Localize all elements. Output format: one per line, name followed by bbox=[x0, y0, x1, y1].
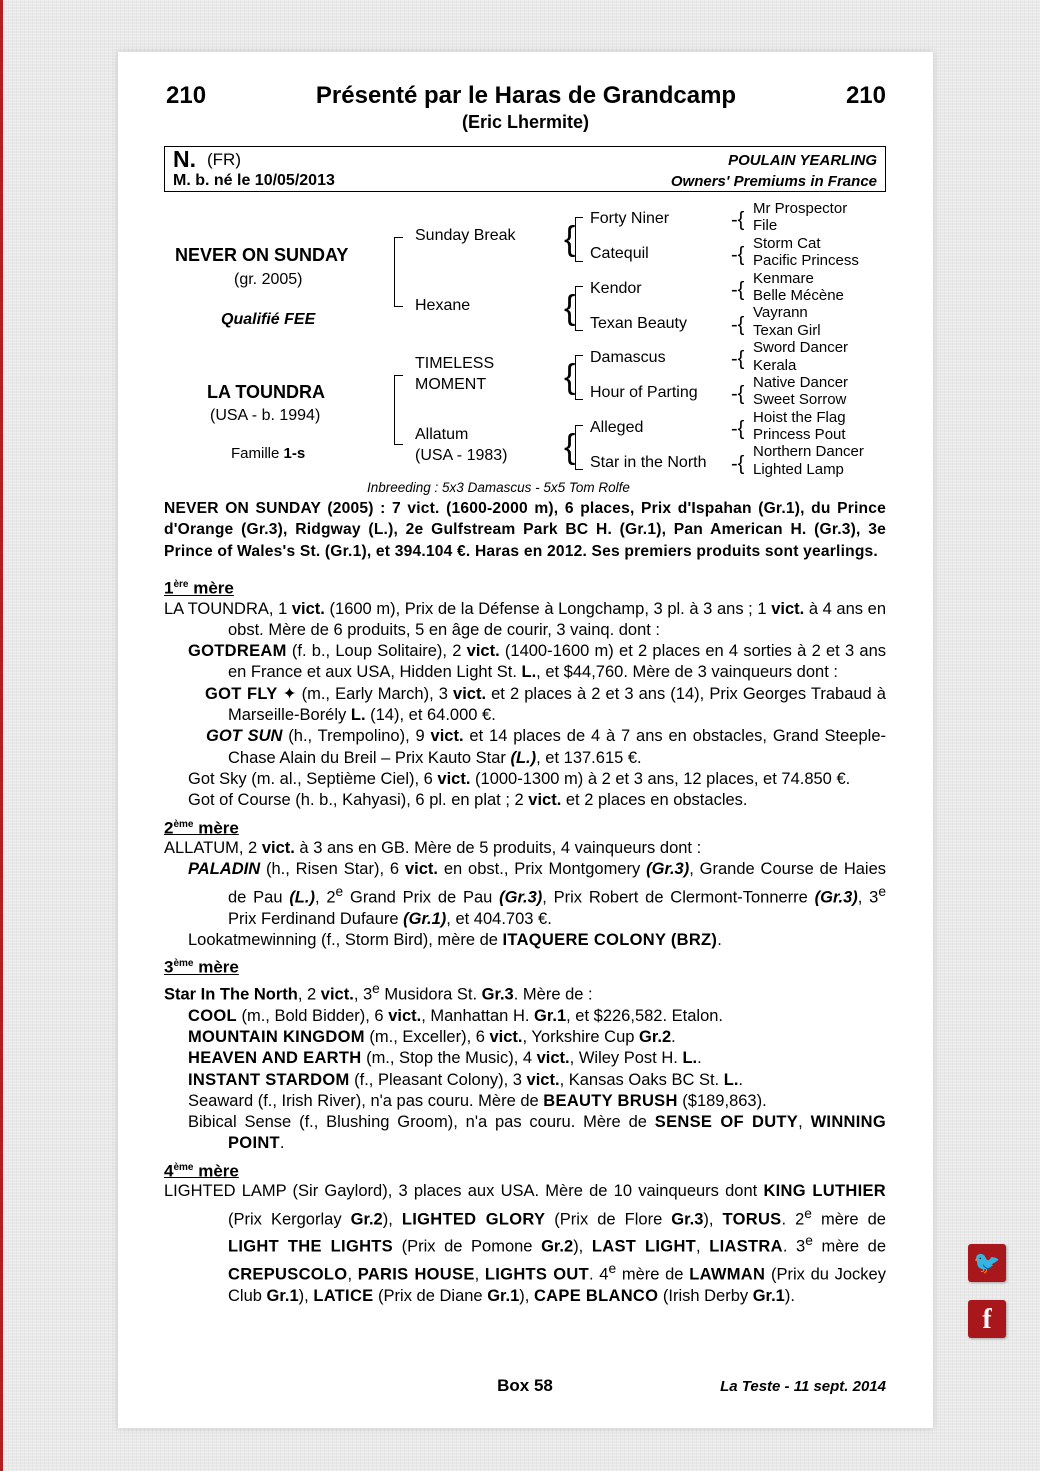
t: , bbox=[696, 1237, 710, 1256]
t: (m., Early March), 3 bbox=[301, 684, 454, 703]
pedigree-gen3-8: Star in the North bbox=[590, 454, 707, 471]
horse-origin: (FR) bbox=[207, 150, 241, 169]
famille-number: 1-s bbox=[283, 445, 306, 462]
t: mère de bbox=[811, 1210, 886, 1229]
t: vict. bbox=[291, 599, 325, 618]
t: , 3 bbox=[857, 888, 879, 907]
consignor-title: Présenté par le Haras de Grandcamp bbox=[315, 82, 737, 109]
t: (Prix de Pomone bbox=[392, 1237, 542, 1256]
t: ), bbox=[573, 1237, 592, 1256]
t: Gr.2 bbox=[639, 1027, 672, 1046]
horse-name: COOL bbox=[188, 1006, 237, 1025]
pedigree-gen4-16: Lighted Lamp bbox=[753, 461, 844, 478]
fourth-dam-text bbox=[164, 1181, 886, 1307]
t: (1400-1600 m) et 2 places en 4 sorties à 2 et 3 ans en France et aux USA, Hidden Light St. bbox=[228, 642, 886, 682]
t: Gr.1 bbox=[752, 1287, 785, 1306]
t: L. bbox=[521, 663, 537, 682]
t: Got Sky (m. al., Septième Ciel), 6 bbox=[188, 769, 438, 788]
pedigree-gen4-14: Princess Pout bbox=[753, 426, 846, 443]
t: mère de bbox=[812, 1237, 886, 1256]
bracket-g2-3 bbox=[575, 355, 583, 400]
t: Gr.1 bbox=[534, 1006, 567, 1025]
third-dam-heading bbox=[164, 953, 886, 978]
t: mère de bbox=[616, 1265, 690, 1284]
pedigree-gen4-15: Northern Dancer bbox=[753, 443, 864, 460]
t: , Grande Course de Haies de Pau bbox=[228, 860, 887, 907]
t: LIGHTED LAMP (Sir Gaylord), 3 places aux USA. Mère de 10 vainqueurs dont bbox=[164, 1182, 764, 1201]
famille-label: Famille bbox=[231, 445, 284, 462]
horse-name: BEAUTY BRUSH bbox=[543, 1091, 678, 1110]
t: Got of Course (h. b., Kahyasi), 6 pl. en plat ; 2 bbox=[188, 791, 529, 810]
horse-name: GOT SUN bbox=[206, 727, 283, 746]
t: vict. bbox=[771, 599, 805, 618]
dam-rank-sup: ème bbox=[173, 958, 194, 970]
pedigree-gen4-4: Pacific Princess bbox=[753, 252, 859, 269]
horse-name: Star In The North bbox=[164, 985, 298, 1004]
brace-g2-2: { bbox=[564, 289, 576, 327]
produce-got-fly bbox=[164, 684, 886, 727]
owners-premiums: Owners' Premiums in France bbox=[670, 173, 877, 190]
t: . 3 bbox=[782, 1237, 806, 1256]
produce-lookatmewinning bbox=[164, 930, 886, 951]
t: vict. bbox=[261, 839, 295, 858]
first-dam-heading bbox=[164, 574, 886, 599]
t: et 14 places de 4 à 7 ans en obstacles, Grand Steeple-Chase Alain du Breil – Prix Kauto Star bbox=[228, 727, 886, 767]
t: vict. bbox=[437, 769, 471, 788]
t: ✦ bbox=[277, 684, 302, 703]
t: Gr.1 bbox=[266, 1287, 299, 1306]
t: e bbox=[372, 980, 380, 996]
t: vict. bbox=[528, 791, 562, 810]
pedigree-chart bbox=[118, 197, 933, 497]
t: ($189,863). bbox=[677, 1091, 767, 1110]
produce-seaward bbox=[164, 1091, 886, 1112]
produce-got-sun bbox=[164, 726, 886, 769]
brace-g2-4: { bbox=[564, 428, 576, 466]
t: Gr.2 bbox=[541, 1237, 574, 1256]
t: (L.) bbox=[510, 748, 537, 767]
t: ), bbox=[703, 1210, 723, 1229]
t: et 2 places à 2 et 3 ans (14), Prix Georges Trabaud à Marseille-Borély bbox=[228, 684, 886, 725]
pedigree-dam-year: (USA - b. 1994) bbox=[210, 407, 321, 424]
t: (f., Pleasant Colony), 3 bbox=[349, 1070, 527, 1089]
t: , Wiley Post H. bbox=[569, 1049, 683, 1068]
horse-name: WINNING POINT bbox=[228, 1113, 886, 1153]
horse-name: LIGHTS OUT bbox=[484, 1265, 589, 1284]
horse-name: LATICE bbox=[313, 1287, 374, 1306]
brace-g2-3: { bbox=[564, 358, 576, 396]
produce-got-sky bbox=[164, 769, 886, 790]
brace-g3-7: -{ bbox=[731, 418, 745, 440]
pedigree-gen2-3a: TIMELESS bbox=[415, 355, 495, 372]
t: (1000-1300 m) à 2 et 3 ans, 12 places, et 74.850 €. bbox=[470, 769, 851, 788]
t: , et $226,582. Etalon. bbox=[566, 1006, 724, 1025]
pedigree-gen4-7: Vayrann bbox=[753, 304, 808, 321]
t: (Gr.3) bbox=[646, 860, 690, 879]
dam-rank: 1 bbox=[164, 578, 174, 598]
twitter-icon[interactable] bbox=[968, 1244, 1006, 1282]
pedigree-gen3-7: Alleged bbox=[590, 419, 644, 436]
horse-name: TORUS bbox=[722, 1210, 782, 1229]
produce-cool bbox=[164, 1006, 886, 1027]
dam-rank-sup: ème bbox=[173, 1161, 194, 1173]
fourth-dam-heading bbox=[164, 1157, 886, 1182]
pedigree-dam: LA TOUNDRA bbox=[207, 382, 325, 402]
catalogue-page bbox=[118, 52, 933, 1428]
pedigree-gen2-4-origin: (USA - 1983) bbox=[415, 447, 508, 464]
produce-gotdream bbox=[164, 641, 886, 684]
t: , et 404.703 €. bbox=[446, 909, 552, 928]
t: e bbox=[804, 1205, 812, 1221]
horse-name: LIGHTED GLORY bbox=[401, 1210, 546, 1229]
t: L. bbox=[350, 706, 366, 725]
horse-name: HEAVEN AND EARTH bbox=[188, 1049, 362, 1068]
t: (1600 m), Prix de la Défense à Longchamp, 3 pl. à 3 ans ; 1 bbox=[324, 599, 772, 618]
t: Bibical Sense (f., Blushing Groom), n'a pas couru. Mère de bbox=[188, 1113, 655, 1132]
inbreeding-note: Inbreeding : 5x3 Damascus - 5x5 Tom Rolfe bbox=[367, 480, 630, 495]
t: vict. bbox=[404, 860, 438, 879]
pedigree-gen4-11: Native Dancer bbox=[753, 374, 849, 391]
t: e bbox=[335, 883, 344, 899]
horse-name: PARIS HOUSE bbox=[357, 1265, 475, 1284]
t: , Kansas Oaks BC St. bbox=[559, 1070, 724, 1089]
dam-word: mère bbox=[193, 1161, 239, 1181]
t: , bbox=[474, 1265, 485, 1284]
t: , Yorkshire Cup bbox=[522, 1027, 640, 1046]
t: Grand Prix de Pau bbox=[343, 888, 500, 907]
t: vict. bbox=[466, 642, 500, 661]
produce-bibical-sense bbox=[164, 1112, 886, 1155]
t: L. bbox=[682, 1049, 698, 1068]
produce-got-of-course bbox=[164, 790, 886, 811]
t: (h., Trempolino), 9 bbox=[282, 727, 431, 746]
t: et 2 places en obstacles. bbox=[561, 791, 748, 810]
bracket-dam bbox=[394, 375, 403, 445]
pedigree-gen3-1: Forty Niner bbox=[590, 210, 670, 227]
t: . bbox=[697, 1049, 702, 1068]
t: . 2 bbox=[781, 1210, 805, 1229]
t: vict. bbox=[453, 684, 487, 703]
t: . 4 bbox=[588, 1265, 609, 1284]
lot-number-right: 210 bbox=[845, 82, 886, 109]
pedigree-gen2-4: Allatum bbox=[415, 426, 469, 443]
t: . bbox=[717, 930, 722, 949]
sale-place-date: La Teste - 11 sept. 2014 bbox=[720, 1378, 886, 1395]
t: (m., Stop the Music), 4 bbox=[361, 1049, 537, 1068]
bracket-g2-2 bbox=[575, 286, 583, 331]
brace-g3-4: -{ bbox=[731, 314, 745, 336]
dam-rank: 2 bbox=[164, 818, 174, 838]
t: . bbox=[671, 1027, 676, 1046]
t: (Gr.1) bbox=[403, 909, 447, 928]
pedigree-sire-qualification: Qualifié FEE bbox=[221, 311, 316, 328]
t: (Prix de Diane bbox=[373, 1287, 488, 1306]
t: ). bbox=[784, 1287, 795, 1306]
t: ALLATUM, 2 bbox=[164, 839, 262, 858]
t: e bbox=[878, 883, 886, 899]
dam-word: mère bbox=[193, 957, 239, 977]
t: , et 137.615 €. bbox=[536, 748, 642, 767]
horse-name: GOTDREAM bbox=[188, 642, 287, 661]
t: (f. b., Loup Solitaire), 2 bbox=[286, 642, 467, 661]
pedigree-gen4-12: Sweet Sorrow bbox=[753, 391, 847, 408]
dam-rank-sup: ère bbox=[173, 578, 189, 590]
sire-summary: NEVER ON SUNDAY (2005) : 7 vict. (1600-2000 m), 6 places, Prix d'Ispahan (Gr.1), du Prince d'Orange (Gr.3), Ridgway (L.), 2e Gulfstream Park BC H. (Gr.1), Pan American H. (Gr.3), 3e Prince of Wales's St. (Gr.1), et 394.104 €. Haras en 2012. Ses premiers produits sont yearlings. bbox=[164, 500, 886, 560]
t: (Gr.3) bbox=[499, 888, 543, 907]
pedigree-sire: NEVER ON SUNDAY bbox=[175, 245, 349, 265]
t: Gr.3 bbox=[671, 1210, 704, 1229]
horse-name: CREPUSCOLO bbox=[228, 1265, 348, 1284]
t: (Prix de Flore bbox=[545, 1210, 672, 1229]
horse-name: LAWMAN bbox=[689, 1265, 766, 1284]
t: , et $44,760. Mère de 3 vainqueurs dont : bbox=[536, 663, 838, 682]
t: , 3 bbox=[353, 985, 373, 1004]
consignor-subtitle: (Eric Lhermite) bbox=[461, 112, 590, 132]
pedigree-gen4-3: Storm Cat bbox=[753, 235, 821, 252]
t: (Irish Derby bbox=[658, 1287, 753, 1306]
t: vict. bbox=[536, 1049, 570, 1068]
dam-word: mère bbox=[188, 578, 234, 598]
t: vict. bbox=[388, 1006, 422, 1025]
brace-g3-2: -{ bbox=[731, 244, 745, 266]
third-dam-text bbox=[164, 978, 886, 1006]
t: en obst., Prix Montgomery bbox=[437, 860, 647, 879]
horse-id-box bbox=[164, 146, 886, 192]
t: à 4 ans en obst. Mère de 6 produits, 5 en âge de courir, 3 vainq. dont : bbox=[228, 599, 886, 639]
horse-name: LIASTRA bbox=[709, 1237, 783, 1256]
left-border-line bbox=[0, 0, 3, 1471]
t: (L.) bbox=[289, 888, 315, 907]
horse-name: CAPE BLANCO bbox=[533, 1287, 659, 1306]
page-footer bbox=[164, 1376, 886, 1400]
horse-birth: M. b. né le 10/05/2013 bbox=[173, 172, 335, 189]
pedigree-gen3-5: Damascus bbox=[590, 349, 666, 366]
page-header bbox=[166, 82, 886, 110]
t: (Gr.3) bbox=[814, 888, 858, 907]
brace-g3-6: -{ bbox=[731, 383, 745, 405]
dam-rank: 3 bbox=[164, 957, 174, 977]
t: . bbox=[738, 1070, 743, 1089]
t: . Mère de : bbox=[513, 985, 593, 1004]
t: Prix Ferdinand Dufaure bbox=[228, 909, 404, 928]
pedigree-gen3-4: Texan Beauty bbox=[590, 315, 687, 332]
first-dam-text bbox=[164, 599, 886, 642]
t: vict. bbox=[430, 727, 464, 746]
pedigree-gen4-5: Kenmare bbox=[753, 270, 814, 287]
t: Gr.1 bbox=[487, 1287, 520, 1306]
horse-name: ITAQUERE COLONY (BRZ) bbox=[502, 930, 718, 949]
dam-rank: 4 bbox=[164, 1161, 174, 1181]
bracket-g2-4 bbox=[575, 425, 583, 470]
pedigree-gen4-2: File bbox=[753, 217, 778, 234]
horse-name: N. bbox=[173, 146, 196, 172]
horse-name: KING LUTHIER bbox=[763, 1182, 886, 1201]
brace-g3-3: -{ bbox=[731, 279, 745, 301]
bracket-sire bbox=[394, 237, 403, 307]
horse-name: LAST LIGHT bbox=[591, 1237, 697, 1256]
t: , 2 bbox=[314, 888, 336, 907]
pedigree-gen4-6: Belle Mécène bbox=[753, 287, 844, 304]
horse-name: GOT FLY bbox=[205, 684, 278, 703]
t: ), bbox=[519, 1287, 534, 1306]
t: Lookatmewinning (f., Storm Bird), mère de bbox=[188, 930, 503, 949]
brace-g2-1: { bbox=[564, 220, 576, 258]
pedigree-gen2-2: Hexane bbox=[415, 297, 471, 314]
t: Musidora St. bbox=[379, 985, 482, 1004]
produce-record bbox=[164, 498, 886, 1307]
t: ), bbox=[298, 1287, 314, 1306]
t: , 2 bbox=[297, 985, 321, 1004]
t: e bbox=[608, 1261, 617, 1277]
box-number: Box 58 bbox=[497, 1376, 553, 1395]
facebook-icon[interactable] bbox=[968, 1300, 1006, 1338]
t: Seaward (f., Irish River), n'a pas couru. Mère de bbox=[188, 1091, 544, 1110]
t: , bbox=[798, 1113, 811, 1132]
pedigree-gen4-9: Sword Dancer bbox=[753, 339, 849, 356]
pedigree-gen4-13: Hoist the Flag bbox=[753, 409, 846, 426]
t: (14), et 64.000 €. bbox=[365, 706, 496, 725]
pedigree-gen4-10: Kerala bbox=[753, 357, 797, 374]
brace-g3-1: -{ bbox=[731, 209, 745, 231]
produce-paladin bbox=[164, 859, 886, 929]
brace-g3-8: -{ bbox=[731, 453, 745, 475]
t: e bbox=[805, 1233, 813, 1249]
t: , bbox=[347, 1265, 358, 1284]
lot-number-left: 210 bbox=[166, 82, 207, 109]
horse-name: LIGHT THE LIGHTS bbox=[228, 1237, 393, 1256]
pedigree-gen2-3b: MOMENT bbox=[415, 376, 487, 393]
t: vict. bbox=[489, 1027, 523, 1046]
produce-instant-stardom bbox=[164, 1070, 886, 1091]
brace-g3-5: -{ bbox=[731, 348, 745, 370]
produce-mountain-kingdom bbox=[164, 1027, 886, 1048]
horse-category: POULAIN YEARLING bbox=[728, 152, 877, 169]
second-dam-text bbox=[164, 838, 886, 859]
dam-rank-sup: ème bbox=[173, 818, 194, 830]
horse-name: SENSE OF DUTY bbox=[654, 1113, 799, 1132]
t: , Prix Robert de Clermont-Tonnerre bbox=[542, 888, 815, 907]
second-dam-heading bbox=[164, 814, 886, 839]
t: , Manhattan H. bbox=[421, 1006, 535, 1025]
bracket-g2-1 bbox=[575, 217, 583, 262]
pedigree-gen4-8: Texan Girl bbox=[753, 322, 821, 339]
pedigree-gen3-6: Hour of Parting bbox=[590, 384, 698, 401]
pedigree-sire-year: (gr. 2005) bbox=[234, 271, 303, 288]
t: vict. bbox=[320, 985, 354, 1004]
t: (m., Exceller), 6 bbox=[364, 1027, 490, 1046]
produce-heaven-and-earth bbox=[164, 1048, 886, 1069]
pedigree-gen3-3: Kendor bbox=[590, 280, 642, 297]
pedigree-famille bbox=[231, 445, 305, 462]
t: Gr.2 bbox=[350, 1210, 383, 1229]
t: (h., Risen Star), 6 bbox=[260, 860, 405, 879]
t: (Prix du Jockey Club bbox=[228, 1265, 886, 1306]
dam-word: mère bbox=[193, 818, 239, 838]
pedigree-gen4-1: Mr Prospector bbox=[753, 200, 848, 217]
t: ), bbox=[382, 1210, 402, 1229]
twitter-glyph: 🐦 bbox=[973, 1250, 1001, 1275]
t: à 3 ans en GB. Mère de 5 produits, 4 vainqueurs dont : bbox=[294, 839, 702, 858]
t: L. bbox=[723, 1070, 739, 1089]
pedigree-gen3-2: Catequil bbox=[590, 245, 649, 262]
horse-name: MOUNTAIN KINGDOM bbox=[188, 1027, 365, 1046]
t: Gr.3 bbox=[481, 985, 514, 1004]
t: (m., Bold Bidder), 6 bbox=[236, 1006, 389, 1025]
t: LA TOUNDRA, 1 bbox=[164, 599, 292, 618]
horse-name: PALADIN bbox=[188, 860, 261, 879]
t: . bbox=[279, 1134, 285, 1153]
facebook-glyph: f bbox=[982, 1304, 992, 1335]
horse-name: INSTANT STARDOM bbox=[188, 1070, 350, 1089]
t: vict. bbox=[526, 1070, 560, 1089]
t: (Prix Kergorlay bbox=[228, 1210, 351, 1229]
pedigree-gen2-1: Sunday Break bbox=[415, 227, 516, 244]
